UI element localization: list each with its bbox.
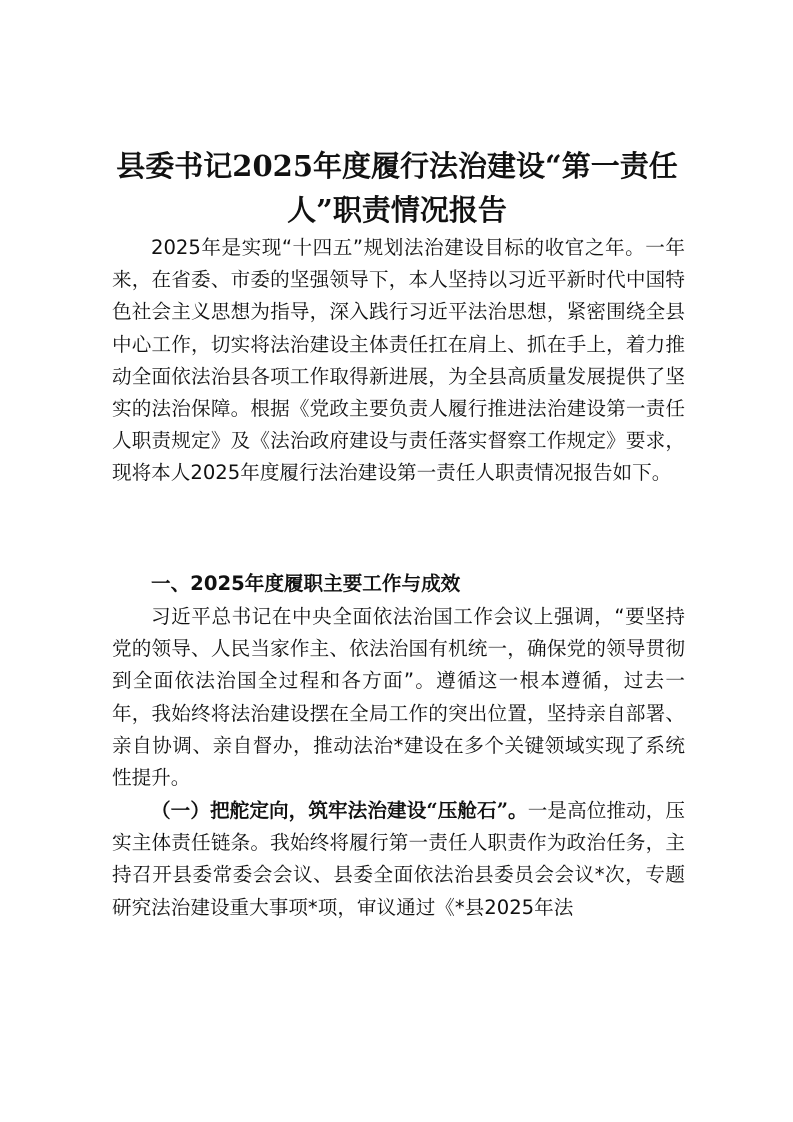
- subsection-heading-1: （一）把舵定向，筑牢法治建设“压舱石”。: [151, 799, 528, 822]
- section-1-paragraph: 习近平总书记在中央全面依法治国工作会议上强调，“要坚持党的领导、人民当家作主、依法治国有机统一，确保党的领导贯彻到全面依法治国全过程和各方面”。遵循这一根本遵循，过去一年，我始终将法治建设摆在全局工作的突出位置，坚持亲自部署、亲自协调、亲自督办，推动法治*建设在多个关键领域实现了系统性提升。: [112, 605, 685, 790]
- section-heading-1: 一、2025年度履职主要工作与成效: [151, 572, 461, 595]
- intro-paragraph: 2025年是实现“十四五”规划法治建设目标的收官之年。一年来，在省委、市委的坚强领导下，本人坚持以习近平新时代中国特色社会主义思想为指导，深入践行习近平法治思想，紧密围绕全县中心工作，切实将法治建设主体责任扛在肩上、抓在手上，着力推动全面依法治县各项工作取得新进展，为全县高质量发展提供了坚实的法治保障。根据《党政主要负责人履行推进法治建设第一责任人职责规定》及《法治政府建设与责任落实督察工作规定》要求，现将本人2025年度履行法治建设第一责任人职责情况报告如下。: [112, 236, 685, 485]
- subsection-1-text: 一是高位推动，压实主体责任链条。我始终将履行第一责任人职责作为政治任务，主持召开县委常委会会议、县委全面依法治县委员会会议*次，专题研究法治建设重大事项*项，审议通过《*县2025年法: [112, 799, 686, 919]
- document-title: 县委书记2025年度履行法治建设“第一责任人”职责情况报告: [116, 149, 678, 227]
- subsection-1-paragraph: [112, 795, 685, 924]
